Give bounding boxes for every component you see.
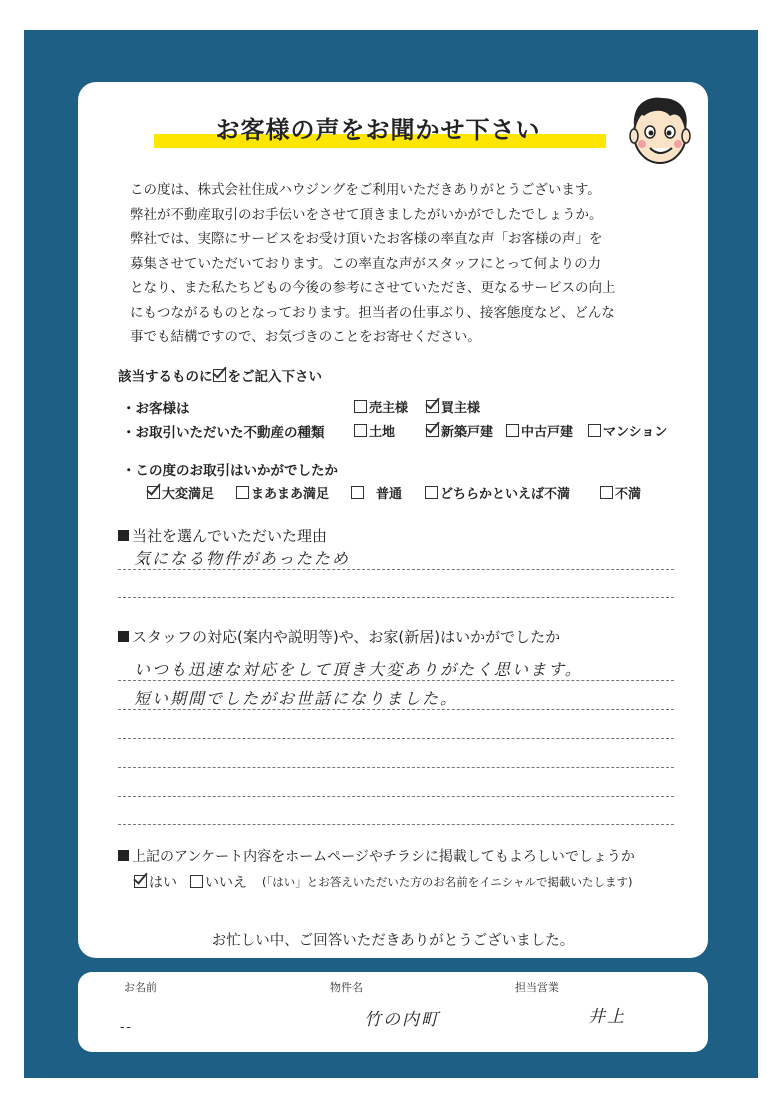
checkbox-icon[interactable] (600, 486, 613, 499)
option-very-satisfied[interactable] (147, 483, 214, 502)
thanks-message: お忙しい中、ご回答いただきありがとうございました。 (211, 933, 575, 949)
permission-note: (「はい」とお答えいただいた方のお名前をイニシャルで掲載いたします) (262, 875, 633, 889)
option-buyer[interactable] (426, 397, 480, 416)
option-label: どちらかといえば不満 (440, 487, 571, 502)
option-label: 買主様 (441, 401, 481, 416)
page-title: お客様の声をお聞かせ下さい (215, 116, 541, 144)
q-satisfaction-label: ・この度のお取引はいかがでしたか (122, 463, 338, 479)
staff-heading: スタッフの対応(案内や説明等)や、お家(新居)はいかがでしたか (118, 626, 560, 647)
option-new-house[interactable] (426, 421, 493, 440)
rep-label: 担当営業 (515, 981, 559, 994)
option-label: はい (149, 875, 177, 891)
intro-line: この度は、株式会社住成ハウジングをご利用いただきありがとうございます。 (130, 182, 601, 198)
checkbox-icon[interactable] (236, 486, 249, 499)
option-label: 売主様 (369, 401, 409, 416)
mascot-face-icon (620, 90, 698, 168)
option-label: 土地 (369, 425, 396, 440)
staff-answer-line: 短い期間でしたがお世話になりました。 (134, 689, 459, 708)
option-used-house[interactable] (506, 421, 573, 440)
answer-line (118, 738, 674, 739)
intro-line: 事でも結構ですので、お気づきのことをお寄せください。 (130, 329, 481, 345)
reason-heading: 当社を選んでいただいた理由 (118, 525, 327, 546)
answer-line (118, 597, 674, 598)
instruction-before: 該当するものに (118, 369, 213, 385)
checkbox-icon[interactable] (425, 486, 438, 499)
checkbox-icon[interactable] (190, 875, 203, 888)
q-property-label: ・お取引いただいた不動産の種類 (122, 425, 325, 441)
checkbox-icon[interactable] (506, 424, 519, 437)
option-label: 不満 (615, 487, 642, 502)
rep-value: 井上 (588, 1007, 626, 1027)
option-no[interactable] (190, 872, 247, 892)
option-dissatisfied[interactable] (600, 483, 641, 502)
intro-text (130, 178, 690, 350)
name-label: お名前 (124, 981, 157, 994)
reason-answer: 気になる物件があったため (134, 549, 350, 568)
instruction (118, 365, 322, 385)
checkbox-checked-icon[interactable] (426, 400, 439, 413)
option-normal[interactable] (351, 483, 402, 502)
option-label: 普通 (376, 487, 403, 502)
intro-line: となり、また私たちどもの今後の参考にさせていただき、更なるサービスの向上 (130, 280, 616, 296)
answer-line (118, 709, 674, 710)
title-area (148, 106, 608, 152)
checkbox-icon[interactable] (354, 424, 367, 437)
name-value: -- (120, 1020, 133, 1035)
option-label: いいえ (205, 875, 247, 891)
checkbox-icon[interactable] (351, 486, 364, 499)
property-label: 物件名 (330, 981, 363, 994)
option-somewhat-satisfied[interactable] (236, 483, 329, 502)
checkbox-checked-icon[interactable] (134, 875, 147, 888)
answer-line (118, 680, 674, 681)
checkbox-icon[interactable] (588, 424, 601, 437)
staff-answer-line: いつも迅速な対応をして頂き大変ありがたく思います。 (134, 660, 583, 679)
answer-line (118, 824, 674, 825)
option-label: 中古戸建 (521, 425, 574, 440)
option-label: 新築戸建 (441, 425, 494, 440)
option-yes[interactable] (134, 872, 177, 892)
checkbox-icon (213, 369, 226, 382)
intro-line: 弊社が不動産取引のお手伝いをさせて頂きましたがいかがでしたでしょうか。 (130, 206, 603, 223)
answer-line (118, 569, 674, 570)
answer-line (118, 796, 674, 797)
checkbox-icon[interactable] (354, 400, 367, 413)
checkbox-checked-icon[interactable] (426, 424, 439, 437)
instruction-after: をご記入下さい (227, 369, 322, 385)
intro-line: にもつながるものとなっております。担当者の仕事ぶり、接客態度など、どんな (130, 304, 615, 321)
option-land[interactable] (354, 421, 395, 440)
permission-heading: 上記のアンケート内容をホームページやチラシに掲載してもよろしいでしょうか (118, 846, 635, 866)
q-customer-label: ・お客様は (122, 401, 190, 417)
option-mansion[interactable] (588, 421, 667, 440)
intro-line: 弊社では、実際にサービスをお受け頂いたお客様の率直な声「お客様の声」を (130, 231, 603, 247)
option-somewhat-dissatisfied[interactable] (425, 483, 570, 502)
option-label: 大変満足 (162, 487, 215, 502)
answer-line (118, 767, 674, 768)
option-seller[interactable] (354, 397, 408, 416)
option-label: まあまあ満足 (251, 487, 330, 502)
intro-line: 募集させていただいております。この率直な声がスタッフにとって何よりの力 (130, 255, 602, 272)
property-value: 竹の内町 (364, 1010, 440, 1030)
checkbox-checked-icon[interactable] (147, 486, 160, 499)
option-label: マンション (603, 425, 668, 440)
